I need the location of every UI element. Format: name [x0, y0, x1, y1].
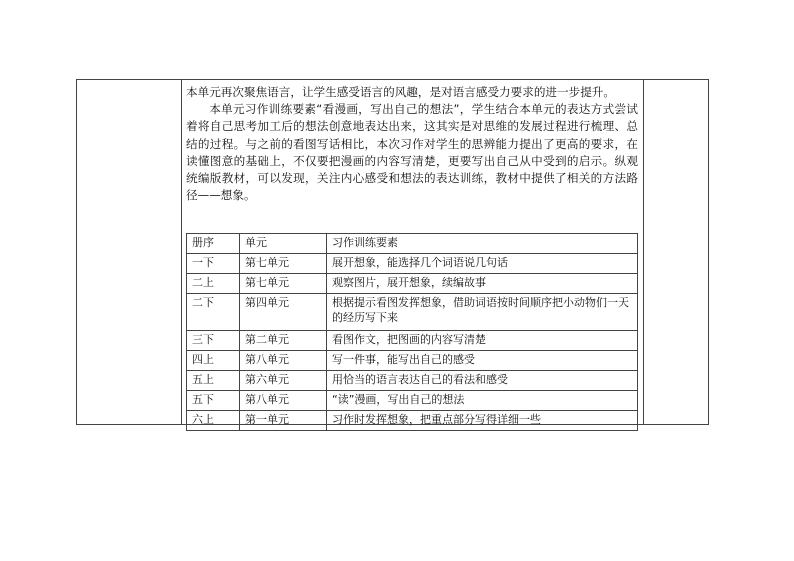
table-row — [187, 391, 638, 411]
cell-volume: 四上 — [187, 351, 240, 371]
cell-unit: 第六单元 — [240, 371, 327, 391]
cell-unit: 第七单元 — [240, 254, 327, 274]
header-unit: 单元 — [240, 234, 327, 254]
cell-unit: 第八单元 — [240, 351, 327, 371]
cell-unit: 第四单元 — [240, 294, 327, 331]
cell-unit: 第一单元 — [240, 411, 327, 431]
table-row — [187, 371, 638, 391]
cell-unit: 第七单元 — [240, 274, 327, 294]
writing-requirements-table — [186, 233, 638, 431]
cell-unit: 第八单元 — [240, 391, 327, 411]
table-row — [187, 411, 638, 431]
cell-volume: 五下 — [187, 391, 240, 411]
cell-volume: 三下 — [187, 331, 240, 351]
cell-volume: 二上 — [187, 274, 240, 294]
intro-paragraph-2: 本单元习作训练要素“看漫画，写出自己的想法”，学生结合本单元的表达方式尝试着将自己思考加工后的想法创意地表达出来，这其实是对思维的发展过程进行梳理、总结的过程。与之前的看图写话相比，本次习作对学生的思辨能力提出了更高的要求，在读懂图意的基础上，不仅要把漫画的内容写清楚，更要写出自己从中受到的启示。纵观统编版教材，可以发现，关注内心感受和想法的表达训练，教材中提供了相关的方法路径——想象。 — [186, 102, 638, 203]
cell-requirement: 观察图片，展开想象，续编故事 — [327, 274, 638, 294]
header-requirement: 习作训练要素 — [327, 234, 638, 254]
column-divider-right — [643, 80, 644, 424]
table-header-row — [187, 234, 638, 254]
cell-volume: 一下 — [187, 254, 240, 274]
outer-table — [76, 79, 709, 425]
cell-volume: 六上 — [187, 411, 240, 431]
cell-requirement: 根据提示看图发挥想象，借助词语按时间顺序把小动物们一天的经历写下来 — [327, 294, 638, 331]
table-row — [187, 331, 638, 351]
cell-requirement: 看图作文，把图画的内容写清楚 — [327, 331, 638, 351]
table-row — [187, 274, 638, 294]
table-row — [187, 294, 638, 331]
cell-requirement: 习作时发挥想象，把重点部分写得详细一些 — [327, 411, 638, 431]
table-row — [187, 351, 638, 371]
cell-requirement: “读”漫画，写出自己的想法 — [327, 391, 638, 411]
column-divider-left — [181, 80, 182, 424]
cell-requirement: 展开想象，能选择几个词语说几句话 — [327, 254, 638, 274]
header-volume: 册序 — [187, 234, 240, 254]
intro-paragraph-1: 本单元再次聚焦语言，让学生感受语言的风趣，是对语言感受力要求的进一步提升。 — [186, 85, 615, 99]
cell-unit: 第二单元 — [240, 331, 327, 351]
main-content — [186, 84, 638, 204]
cell-volume: 五上 — [187, 371, 240, 391]
cell-volume: 二下 — [187, 294, 240, 331]
cell-requirement: 写一件事，能写出自己的感受 — [327, 351, 638, 371]
cell-requirement: 用恰当的语言表达自己的看法和感受 — [327, 371, 638, 391]
table-row — [187, 254, 638, 274]
